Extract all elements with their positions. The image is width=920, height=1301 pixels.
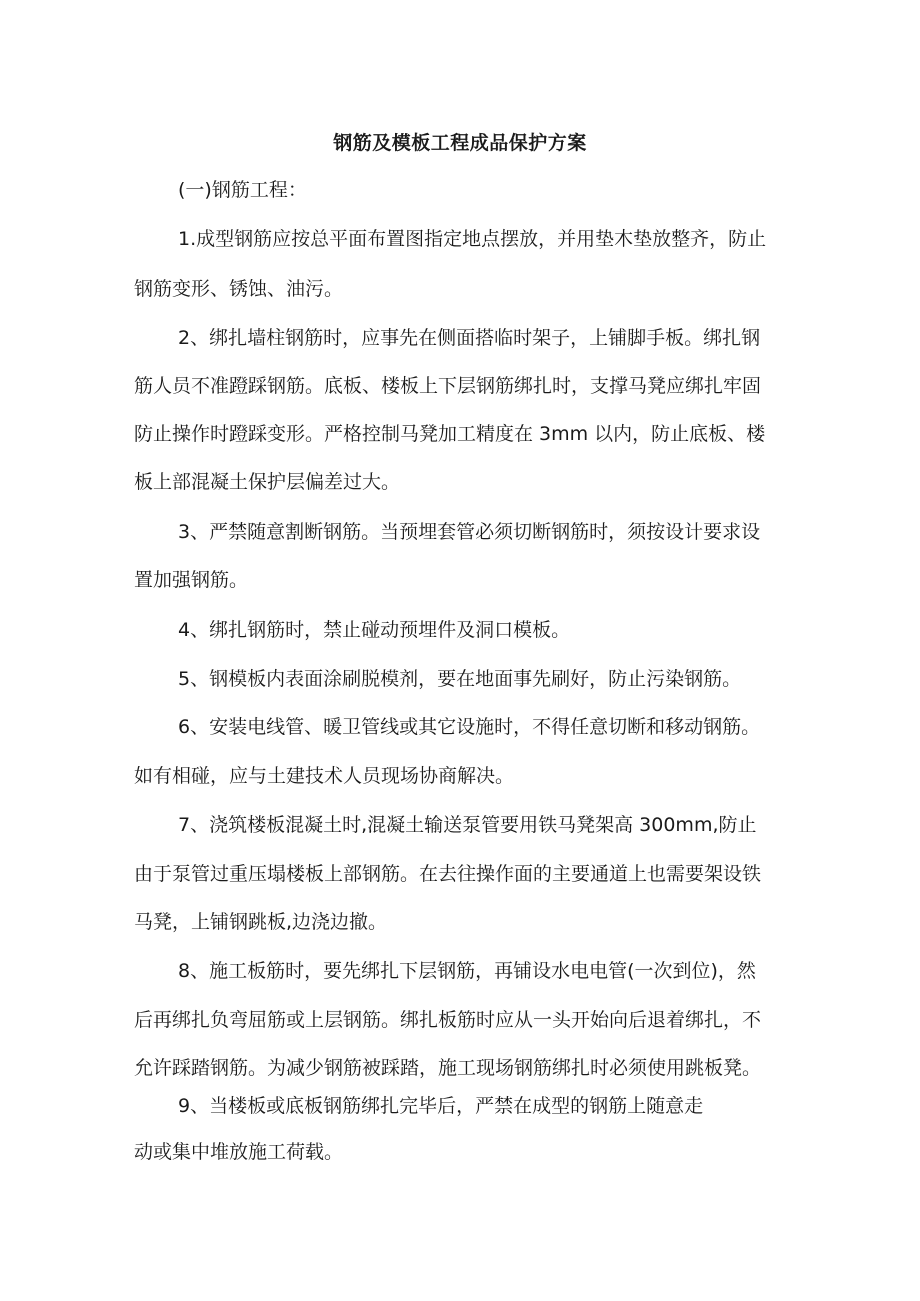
paragraph-line: 如有相碰，应与土建技术人员现场协商解决。 [134, 765, 515, 787]
section-heading: (一)钢筋工程： [178, 179, 307, 201]
paragraph-line: 7、浇筑楼板混凝土时,混凝土输送泵管要用铁马凳架高 300mm,防止 [178, 814, 757, 836]
document-title: 钢筋及模板工程成品保护方案 [333, 132, 587, 154]
paragraph-line: 5、钢模板内表面涂刷脱模剂，要在地面事先刷好，防止污染钢筋。 [178, 668, 742, 690]
paragraph-line: 4、绑扎钢筋时，禁止碰动预埋件及洞口模板。 [178, 619, 571, 641]
paragraph-line: 6、安装电线管、暖卫管线或其它设施时，不得任意切断和移动钢筋。 [178, 716, 761, 738]
paragraph-line: 允许踩踏钢筋。为减少钢筋被踩踏，施工现场钢筋绑扎时必须使用跳板凳。 [134, 1057, 762, 1079]
paragraph-line: 2、绑扎墙柱钢筋时，应事先在侧面搭临时架子，上铺脚手板。绑扎钢 [178, 327, 761, 349]
paragraph-line: 防止操作时蹬踩变形。严格控制马凳加工精度在 3mm 以内，防止底板、楼 [134, 423, 766, 445]
paragraph-line: 板上部混凝土保护层偏差过大。 [134, 471, 401, 493]
paragraph-line: 置加强钢筋。 [134, 569, 249, 591]
paragraph-line: 马凳，上铺钢跳板,边浇边撤。 [134, 911, 388, 933]
paragraph-line: 筋人员不准蹬踩钢筋。底板、楼板上下层钢筋绑扎时，支撑马凳应绑扎牢固 [134, 375, 762, 397]
paragraph-line: 钢筋变形、锈蚀、油污。 [134, 278, 344, 300]
paragraph-line: 1.成型钢筋应按总平面布置图指定地点摆放，并用垫木垫放整齐，防止 [178, 228, 767, 250]
paragraph-line: 由于泵管过重压塌楼板上部钢筋。在去往操作面的主要通道上也需要架设铁 [134, 863, 762, 885]
paragraph-line: 8、施工板筋时，要先绑扎下层钢筋，再铺设水电电管(一次到位)，然 [178, 960, 756, 982]
paragraph-line: 9、当楼板或底板钢筋绑扎完毕后，严禁在成型的钢筋上随意走 [178, 1095, 704, 1117]
paragraph-line: 动或集中堆放施工荷载。 [134, 1141, 344, 1163]
paragraph-line: 后再绑扎负弯屈筋或上层钢筋。绑扎板筋时应从一头开始向后退着绑扎，不 [134, 1009, 762, 1031]
paragraph-line: 3、严禁随意割断钢筋。当预埋套管必须切断钢筋时，须按设计要求设 [178, 521, 761, 543]
